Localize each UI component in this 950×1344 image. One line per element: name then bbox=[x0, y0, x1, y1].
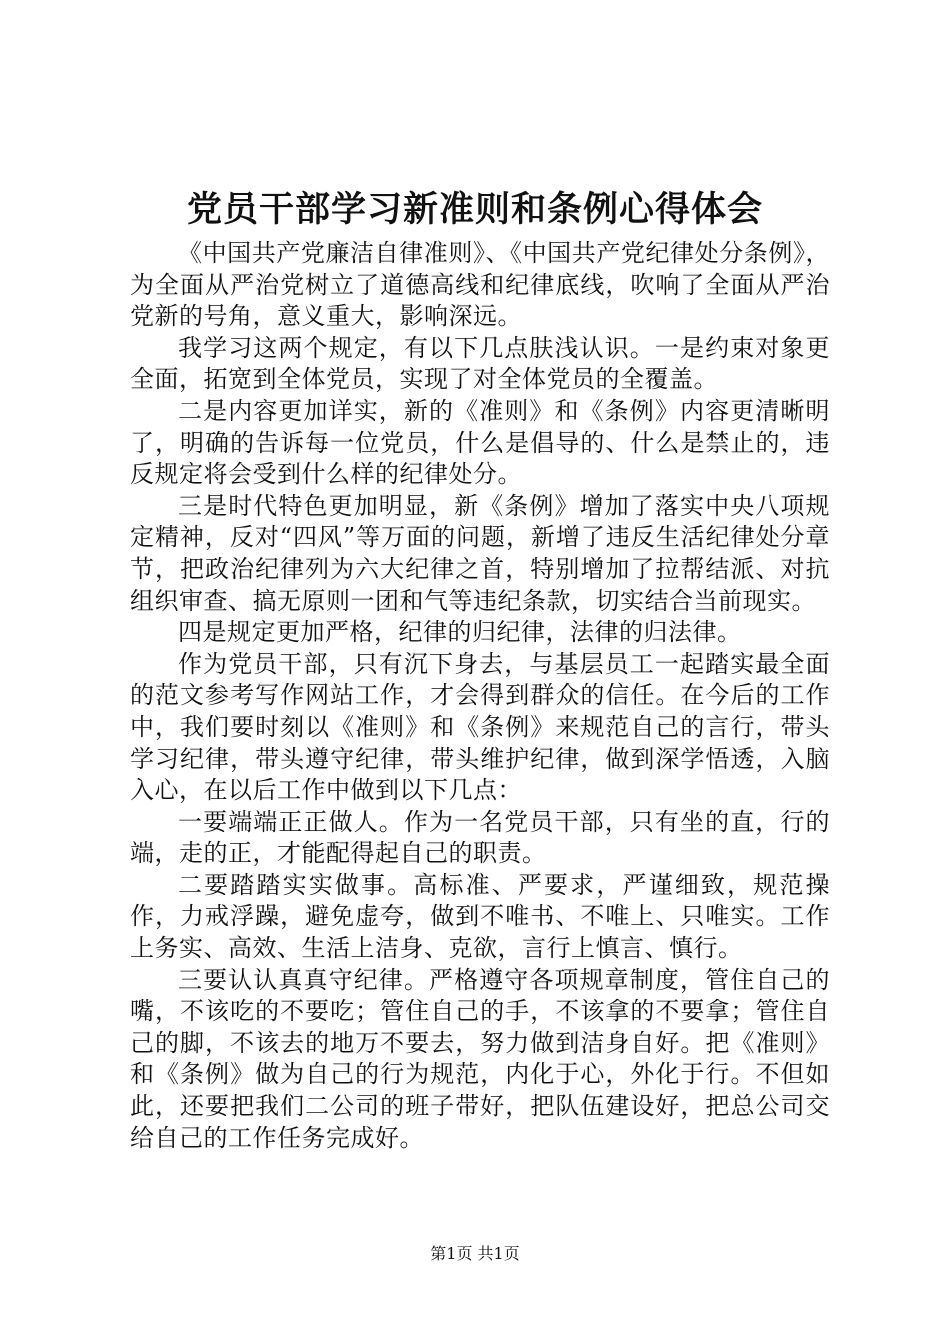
paragraph: 我学习这两个规定，有以下几点肤浅认识。一是约束对象更全面，拓宽到全体党员，实现了对全体党员的全覆盖。 bbox=[130, 333, 830, 394]
page-footer: 第1页 共1页 bbox=[430, 1244, 520, 1263]
paragraph: 一要端端正正做人。作为一名党员干部，只有坐的直，行的端，走的正，才能配得起自己的职责。 bbox=[130, 807, 830, 868]
paragraph: 四是规定更加严格，纪律的归纪律，法律的归法律。 bbox=[178, 618, 742, 647]
paragraph: 《中国共产党廉洁自律准则》、《中国共产党纪律处分条例》，为全面从严治党树立了道德高线和纪律底线，吹响了全面从严治党新的号角，意义重大，影响深远。 bbox=[130, 239, 830, 331]
page-title: 党员干部学习新准则和条例心得体会 bbox=[186, 189, 763, 230]
paragraph: 作为党员干部，只有沉下身去，与基层员工一起踏实最全面的范文参考写作网站工作，才会得到群众的信任。在今后的工作中，我们要时刻以《准则》和《条例》来规范自己的言行，带头学习纪律，带头遵守纪律，带头维护纪律，做到深学悟透，入脑入心，在以后工作中做到以下几点： bbox=[130, 649, 830, 805]
paragraph: 三是时代特色更加明显，新《条例》增加了落实中央八项规定精神，反对“四风”等万面的问题，新增了违反生活纪律处分章节，把政治纪律列为六大纪律之首，特别增加了拉帮结派、对抗组织审查、搞无原则一团和气等违纪条款，切实结合当前现实。 bbox=[130, 491, 830, 615]
paragraph: 二是内容更加详实，新的《准则》和《条例》内容更清晰明了，明确的告诉每一位党员，什么是倡导的、什么是禁止的，违反规定将会受到什么样的纪律处分。 bbox=[130, 396, 830, 489]
paragraph: 三要认认真真守纪律。严格遵守各项规章制度，管住自己的嘴，不该吃的不要吃；管住自己的手，不该拿的不要拿；管住自己的脚，不该去的地万不要去，努力做到洁身自好。把《准则》和《条例》做为自己的行为规范，内化于心，外化于行。不但如此，还要把我们二公司的班子带好，把队伍建设好，把总公司交给自己的工作任务完成好。 bbox=[130, 965, 830, 1152]
paragraph: 二要踏踏实实做事。高标准、严要求，严谨细致，规范操作，力戒浮躁，避免虚夸，做到不唯书、不唯上、只唯实。工作上务实、高效、生活上洁身、克欲，言行上慎言、慎行。 bbox=[130, 870, 830, 963]
document-body bbox=[130, 238, 830, 1154]
